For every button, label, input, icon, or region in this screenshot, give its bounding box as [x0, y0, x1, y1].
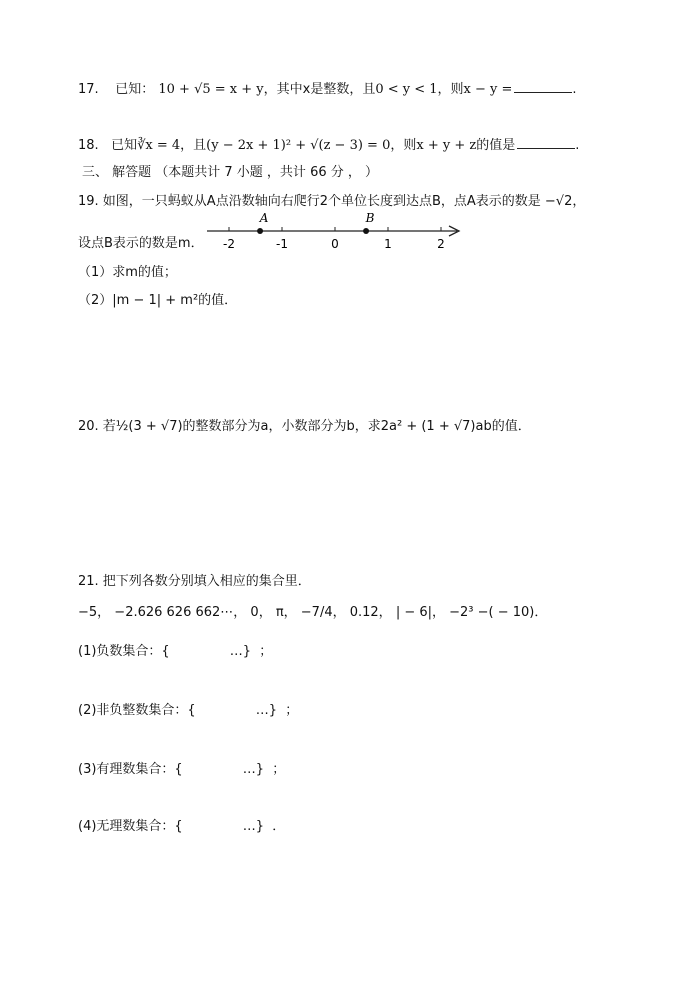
set-end: ；	[263, 762, 286, 777]
q17-text-b: ，其中x是整数，且	[263, 82, 376, 97]
q18-text-a: 已知	[111, 138, 138, 153]
question-18	[78, 136, 579, 155]
set-end: ；	[276, 703, 299, 718]
set-end: ；	[250, 644, 273, 659]
axis-tick-label: -2	[223, 237, 235, 251]
set-close: …}	[242, 762, 264, 777]
number-line-figure	[205, 210, 465, 252]
question-17	[78, 80, 577, 99]
q18-text-d: 的值是	[476, 138, 516, 153]
q17-math-b: 0 < y < 1	[375, 82, 438, 97]
set-line	[78, 702, 298, 720]
set-line	[78, 643, 272, 661]
point-a-label: A	[259, 211, 269, 225]
q18-end: .	[575, 138, 580, 153]
q18-text-c: ，则	[390, 138, 417, 153]
axis-tick-label: -1	[276, 237, 288, 251]
set-line	[78, 818, 285, 836]
axis-tick-label: 0	[331, 237, 339, 251]
set-close: …}	[242, 819, 264, 834]
set-label: (2)非负整数集合：{	[78, 703, 196, 718]
question-20: 20. 若½(3 + √7)的整数部分为a，小数部分为b，求2a² + (1 + √7)ab的值．	[78, 419, 531, 434]
q18-number: 18.	[78, 138, 99, 153]
q17-text-c: ，则	[437, 82, 464, 97]
q17-end: .	[572, 82, 577, 97]
set-label: (4)无理数集合：{	[78, 819, 183, 834]
q19-part1: （1）求m的值；	[78, 265, 177, 280]
set-label: (1)负数集合：{	[78, 644, 170, 659]
set-close: …}	[255, 703, 277, 718]
point-a-dot	[257, 228, 263, 234]
answer-blank[interactable]	[517, 136, 575, 149]
q18-text-b: ，且	[180, 138, 207, 153]
question-21: 21. 把下列各数分别填入相应的集合里．	[78, 574, 311, 589]
q17-text-a: 已知：	[115, 82, 155, 97]
q19-line1: 19. 如图，一只蚂蚁从A点沿数轴向右爬行2个单位长度到达点B，点A表示的数是 −√2，	[78, 194, 586, 209]
set-label: (3)有理数集合：{	[78, 762, 183, 777]
set-line	[78, 761, 285, 779]
set-close: …}	[229, 644, 251, 659]
q18-math-c: x + y + z	[416, 138, 477, 153]
axis-tick-label: 1	[384, 237, 392, 251]
point-b-dot	[363, 228, 369, 234]
q21-numbers: −5， −2.626 626 662⋯， 0， π， −7/4， 0.12， | − 6|， −2³ −( − 10)．	[78, 605, 548, 620]
point-b-label: B	[365, 211, 375, 225]
q19-line2: 设点B表示的数是m．	[78, 236, 204, 251]
set-end: ．	[263, 819, 286, 834]
q18-math-b: (y − 2x + 1)² + √(z − 3) = 0	[206, 138, 391, 153]
section-header: 三、 解答题 （本题共计 7 小题 ，共计 66 分 ， ）	[82, 165, 379, 180]
q17-number: 17.	[78, 82, 99, 97]
q18-math-a: ∛x = 4	[137, 138, 181, 153]
answer-blank[interactable]	[514, 80, 572, 93]
q17-math-c: x − y =	[463, 82, 513, 97]
axis-tick-label: 2	[437, 237, 445, 251]
q17-math-a: 10 + √5 = x + y	[158, 82, 264, 97]
q19-part2: （2）|m − 1| + m²的值．	[78, 293, 238, 308]
